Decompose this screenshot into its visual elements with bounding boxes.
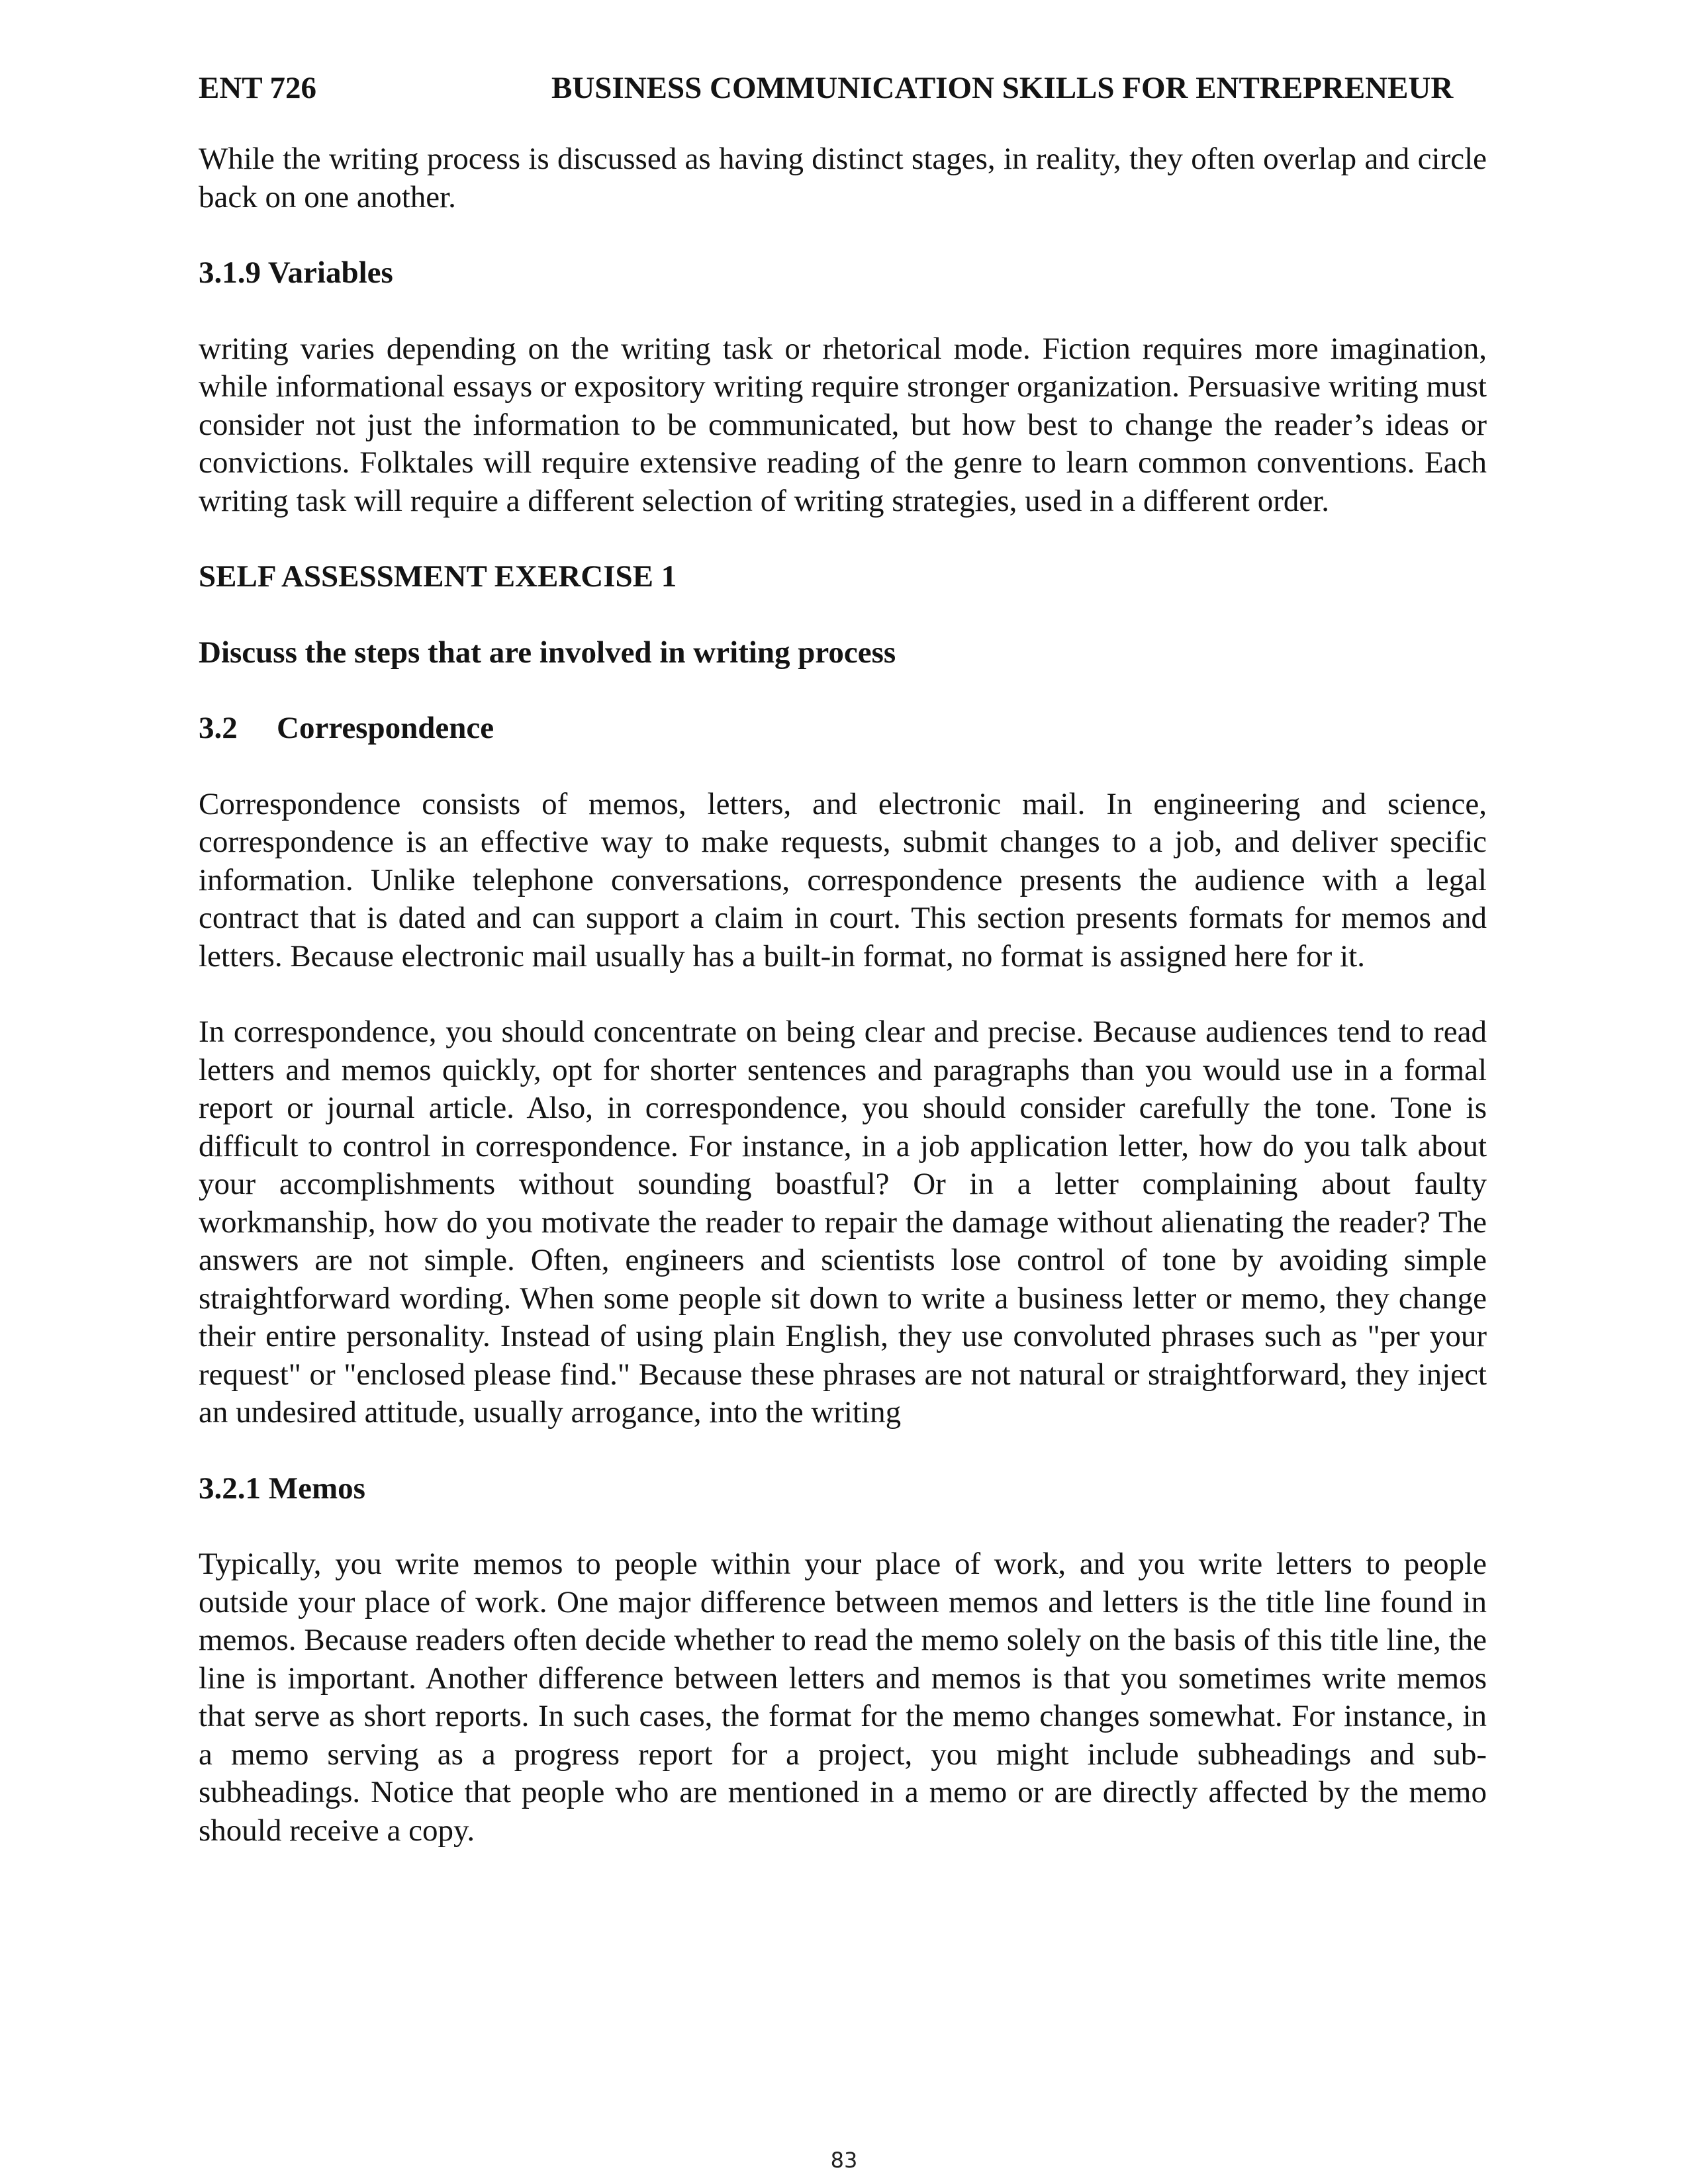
self-assessment-question: Discuss the steps that are involved in writing process xyxy=(199,635,896,670)
course-code: ENT 726 xyxy=(199,71,317,105)
section-title: Correspondence xyxy=(277,711,494,745)
intro-paragraph: While the writing process is discussed as having distinct stages, in reality, they often overlap and circle back on one another. xyxy=(199,142,1487,214)
correspondence-paragraph-1: Correspondence consists of memos, letters, and electronic mail. In engineering and science, correspondence is an effective way to make requests, submit changes to a job, and deliver specific information. Unlike telephone conversations, correspondence presents the audience with a legal contract that is dated and can support a claim in court. This section presents formats for memos and letters. Because electronic mail usually has a built-in format, no format is assigned here for it. xyxy=(199,786,1487,974)
memos-paragraph: Typically, you write memos to people within your place of work, and you write letters to people outside your place of work. One major difference between memos and letters is the title line found in memos. Because readers often decide whether to read the memo solely on the basis of this title line, the line is important. Another difference between letters and memos is that you sometimes write memos that serve as short reports. In such cases, the format for the memo changes somewhat. For instance, in a memo serving as a progress report for a project, you might include subheadings and sub-subheadings. Notice that people who are mentioned in a memo or are directly affected by the memo should receive a copy. xyxy=(199,1547,1487,1848)
running-header xyxy=(199,66,1487,110)
section-number: 3.2 xyxy=(199,711,238,745)
section-heading-memos: 3.2.1 Memos xyxy=(199,1471,365,1506)
page-number: 83 xyxy=(830,2148,858,2173)
correspondence-paragraph-2: In correspondence, you should concentrate on being clear and precise. Because audiences tend to read letters and memos quickly, opt for shorter sentences and paragraphs than you would use in a formal report or journal article. Also, in correspondence, you should consider carefully the tone. Tone is difficult to control in correspondence. For instance, in a job application letter, how do you talk about your accomplishments without sounding boastful? Or in a letter complaining about faulty workmanship, how do you motivate the reader to repair the damage without alienating the reader? The answers are not simple. Often, engineers and scientists lose control of tone by avoiding simple straightforward wording. When some people sit down to write a business letter or memo, they change their entire personality. Instead of using plain English, they use convoluted phrases such as "per your request" or "enclosed please find." Because these phrases are not natural or straightforward, they inject an undesired attitude, usually arrogance, into the writing xyxy=(199,1015,1487,1430)
self-assessment-title: SELF ASSESSMENT EXERCISE 1 xyxy=(199,559,677,594)
section-heading-variables: 3.1.9 Variables xyxy=(199,255,393,290)
course-title: BUSINESS COMMUNICATION SKILLS FOR ENTREPRENEUR xyxy=(551,71,1454,105)
document-page xyxy=(199,66,1487,1850)
section-heading-correspondence xyxy=(199,709,1487,748)
variables-paragraph: writing varies depending on the writing task or rhetorical mode. Fiction requires more imagination, while informational essays or expository writing require stronger organization. Persuasive writing must consider not just the information to be communicated, but how best to change the reader’s ideas or convictions. Folktales will require extensive reading of the genre to learn common conventions. Each writing task will require a different selection of writing strategies, used in a different order. xyxy=(199,331,1487,518)
